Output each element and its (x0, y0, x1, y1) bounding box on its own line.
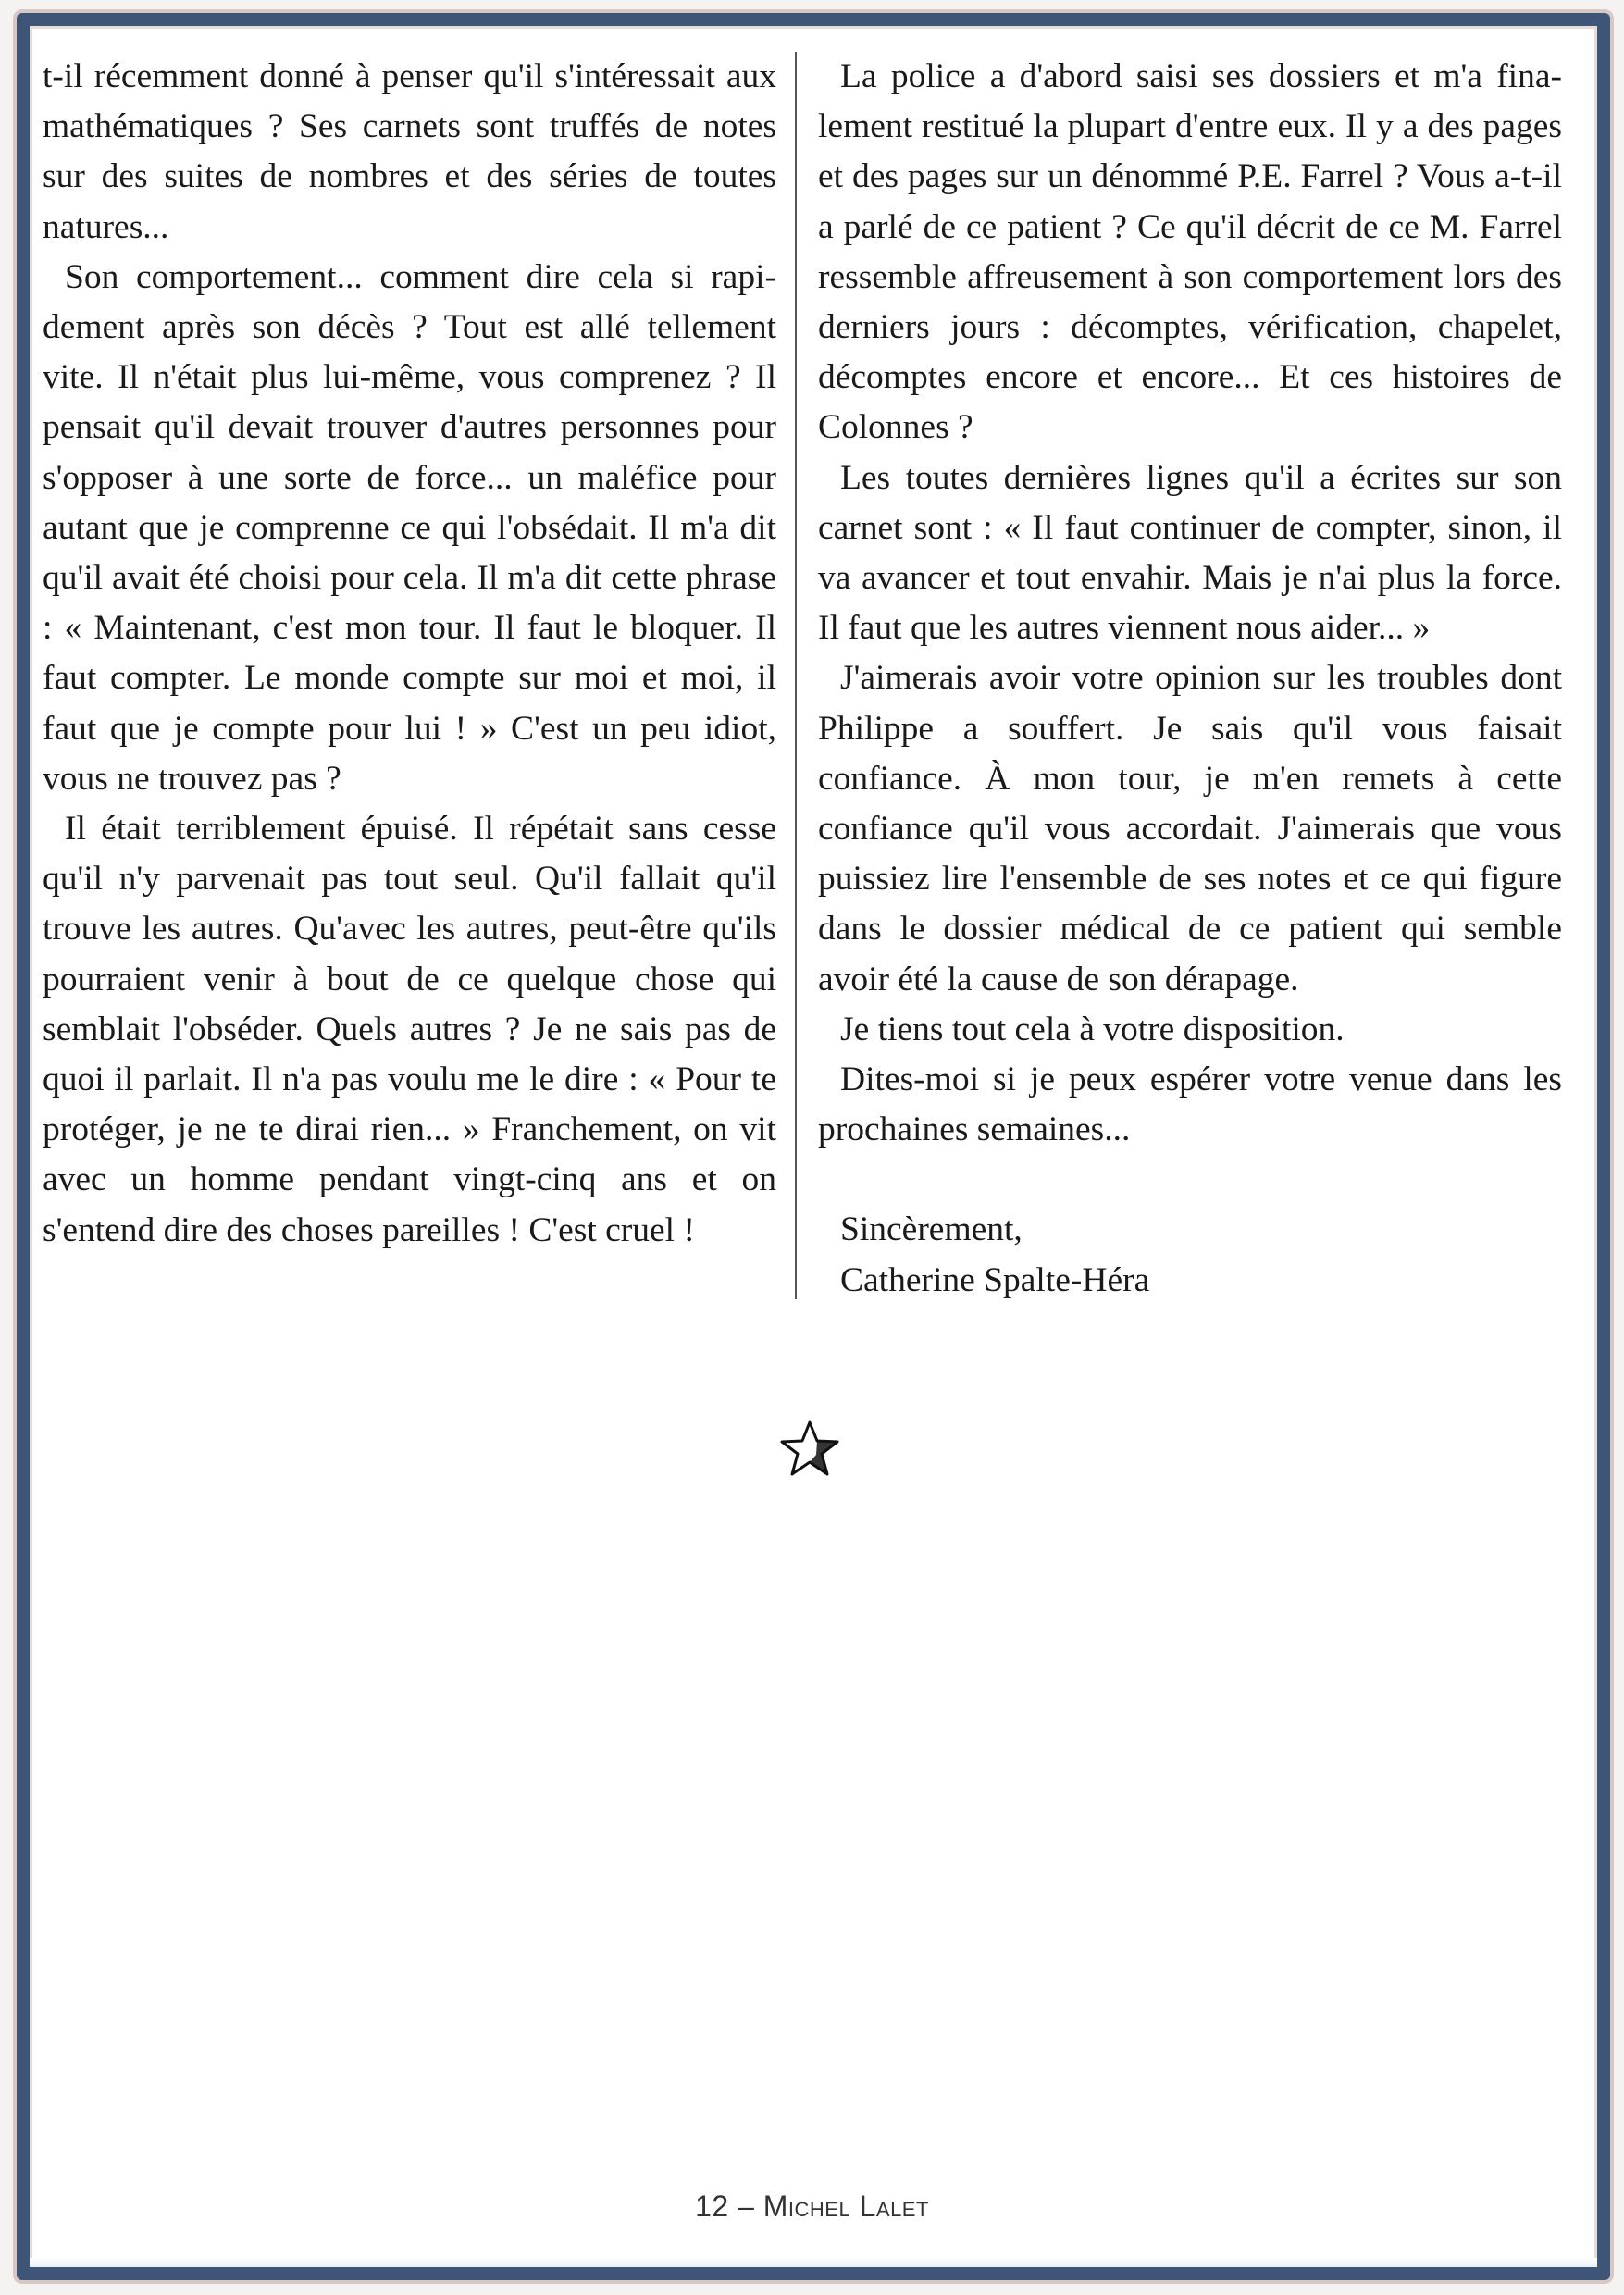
paragraph: Son comportement... comment dire cela si rapidement après son décès ? Tout est allé tellement vite. Il n'était plus lui-même, vous comprenez ? Il pensait qu'il devait trouver d'autres personnes pour s'opposer à une sorte de force... un maléfice pour autant que je comprenne ce qui l'obsédait. Il m'a dit qu'il avait été choisi pour cela. Il m'a dit cette phrase : « Maintenant, c'est mon tour. Il faut le bloquer. Il faut compter. Le monde compte sur moi et moi, il faut que je compte pour lui ! » C'est un peu idiot, vous ne trouvez pas ? (43, 257, 776, 798)
page-number: 12 (695, 2190, 729, 2223)
paragraph: Les toutes dernières lignes qu'il a écrites sur son carnet sont : « Il faut continuer de compter, sinon, il va avancer et tout envahir. Mais je n'ai plus la force. Il faut que les autres viennent nous aider... » (818, 458, 1562, 648)
paragraph: Je tiens tout cela à votre disposition. (840, 1010, 1345, 1048)
column-divider (795, 52, 797, 1299)
paragraph: Il était terriblement épuisé. Il répétait sans cesse qu'il n'y parvenait pas tout seul. Qu'il fallait qu'il trouve les autres. Qu'avec les autres, peut-être qu'ils pourraient venir à bout de ce quelque chose qui semblait l'obséder. Quels autres ? Je ne sais pas de quoi il parlait. Il n'a pas voulu me le dire : « Pour te protéger, je ne te dirai rien... » Franchement, on vit avec un homme pendant vingt-cinq ans et on s'entend dire des choses pareilles ! C'est cruel ! (43, 810, 776, 1249)
closing: Sincèrement, (840, 1210, 1023, 1249)
star-icon (779, 1420, 840, 1477)
left-column (43, 52, 776, 1256)
right-column (818, 52, 1562, 1306)
author-name: Michel Lalet (762, 2190, 929, 2223)
paragraph: La police a d'abord saisi ses dossiers et m'a finalement restitué la plupart d'entre eux. Il y a des pages et des pages sur un dénommé P.E. Farrel ? Vous a-t-il a parlé de ce patient ? Ce qu'il décrit de ce M. Farrel ressemble affreusement à son comportement lors des derniers jours : décomptes, vérification, chapelet, décomptes encore et encore... Et ces histoires de Colonnes ? (818, 57, 1562, 447)
page-footer (0, 2190, 1624, 2224)
paragraph: J'aimerais avoir votre opinion sur les troubles dont Philippe a souffert. Je sais qu'il vous faisait confiance. À mon tour, je m'en remets à cette confiance qu'il vous accordait. J'aimerais que vous puissiez lire l'ensemble de ses notes et ce qui figure dans le dossier médical de ce patient qui semble avoir été la cause de son dérapage. (818, 659, 1562, 999)
paragraph: t-il récemment donné à penser qu'il s'intéressait aux mathématiques ? Ses carnets sont truffés de notes sur des suites de nombres et des séries de toutes natures... (43, 57, 776, 246)
footer-separator: – (738, 2190, 755, 2223)
paragraph: Dites-moi si je peux espérer votre venue dans les prochaines semaines... (818, 1061, 1562, 1149)
signature: Catherine Spalte-Héra (840, 1260, 1150, 1299)
spacer (818, 1155, 1562, 1205)
